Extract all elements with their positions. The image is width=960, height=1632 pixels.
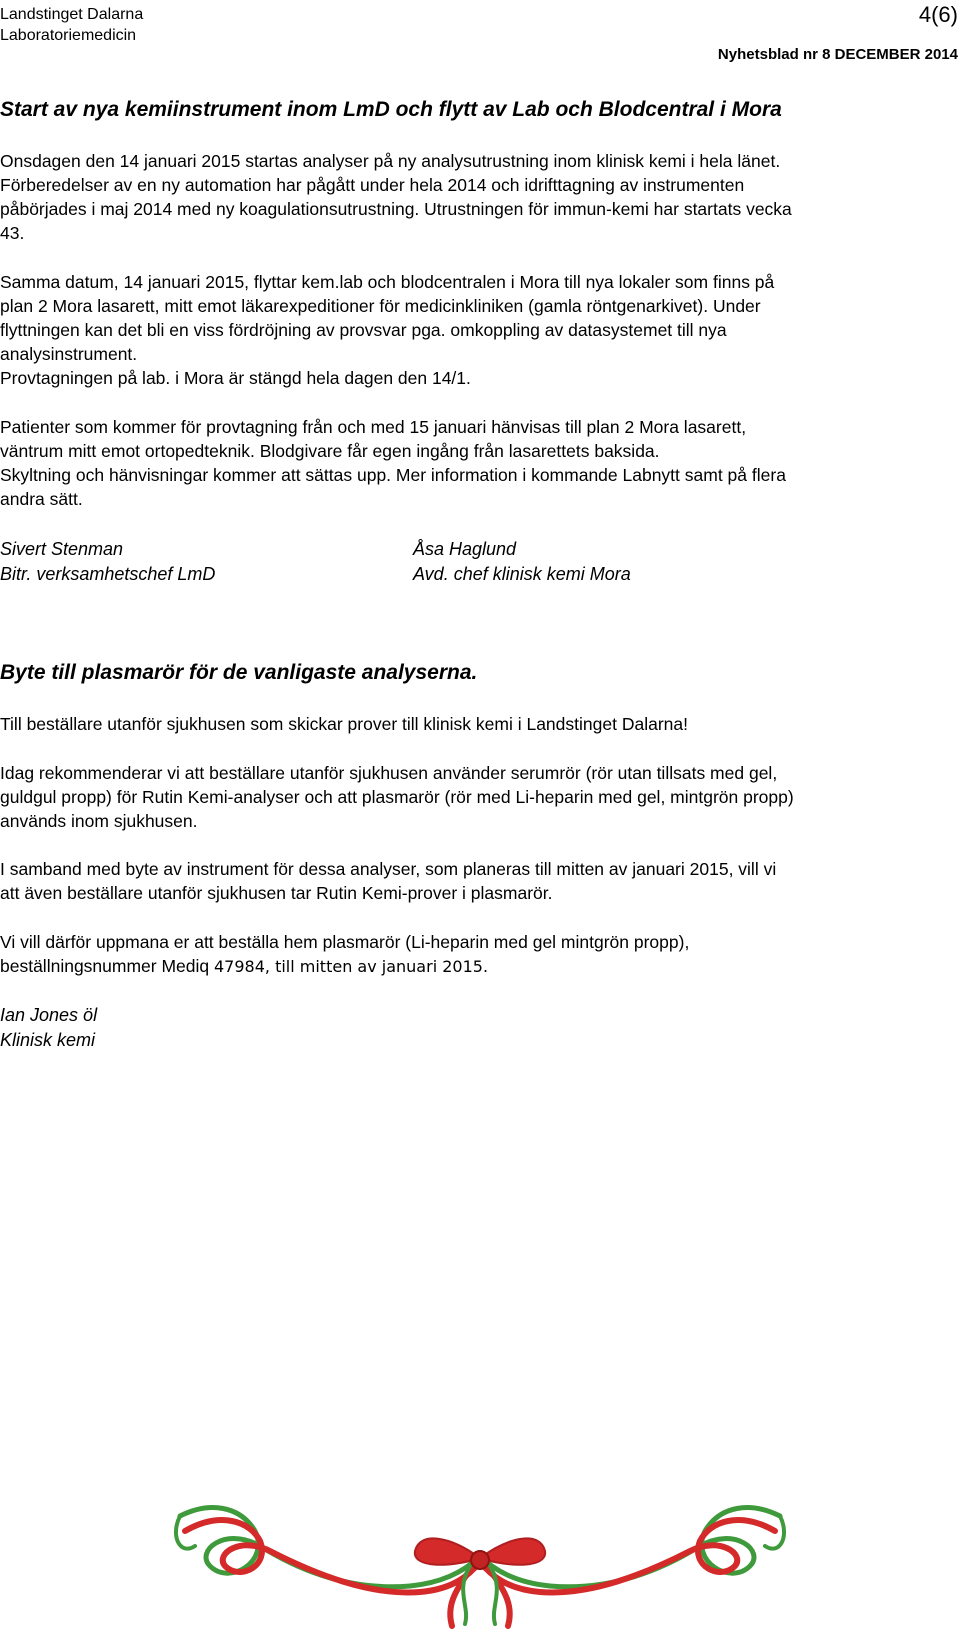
text-line: Förberedelser av en ny automation har pågått under hela 2014 och idrifttagning av instrumenten (0, 175, 745, 195)
text-line: påbörjades i maj 2014 med ny koagulationsutrustning. Utrustningen för immun-kemi har startats vecka (0, 199, 792, 219)
text-line: Onsdagen den 14 januari 2015 startas analyser på ny analysutrustning inom klinisk kemi i hela länet. (0, 151, 781, 171)
signature-name: Åsa Haglund (413, 539, 517, 559)
bow-knot (471, 1551, 489, 1569)
order-number-tail: 47984, till mitten av januari 2015. (214, 957, 489, 976)
order-number-prefix: beställningsnummer Mediq (0, 956, 214, 976)
section1-paragraph-1 (0, 149, 960, 245)
text-line: används inom sjukhusen. (0, 811, 198, 831)
text-line: Vi vill därför uppmana er att beställa hem plasmarör (Li-heparin med gel mintgrön propp), (0, 932, 690, 952)
text-line: Skyltning och hänvisningar kommer att sättas upp. Mer information i kommande Labnytt samt på flera (0, 465, 786, 485)
header-dept: Laboratoriemedicin (0, 27, 137, 44)
text-line: Provtagningen på lab. i Mora är stängd hela dagen den 14/1. (0, 368, 471, 388)
text-line: att även beställare utanför sjukhusen tar Rutin Kemi-prover i plasmarör. (0, 883, 553, 903)
header-org: Landstinget Dalarna (0, 6, 144, 23)
text-line: 43. (0, 223, 25, 243)
section2-paragraph-3 (0, 857, 960, 905)
text-line: plan 2 Mora lasarett, mitt emot läkarexpeditioner för medicinkliniken (gamla röntgenarkivet). Under (0, 296, 761, 316)
section2-paragraph-2 (0, 761, 960, 833)
text-line: väntrum mitt emot ortopedteknik. Blodgivare får egen ingång från lasarettets baksida. (0, 441, 660, 461)
christmas-garland-decoration (170, 1496, 790, 1632)
text-line: andra sätt. (0, 489, 83, 509)
text-line: Patienter som kommer för provtagning från och med 15 januari hänvisas till plan 2 Mora lasarett, (0, 417, 747, 437)
section1-paragraph-2 (0, 270, 960, 390)
section1-paragraph-3 (0, 415, 960, 511)
text-line: Samma datum, 14 januari 2015, flyttar kem.lab och blodcentralen i Mora till nya lokaler som finns på (0, 272, 775, 292)
text-line: guldgul propp) för Rutin Kemi-analyser och att plasmarör (rör med Li-heparin med gel, mintgrön propp) (0, 787, 794, 807)
section2-paragraph-1 (0, 712, 960, 736)
garland-green-ribbon (180, 1508, 780, 1587)
signature-name: Ian Jones öl (0, 1005, 98, 1025)
text-line (0, 954, 960, 979)
signature-role: Avd. chef klinisk kemi Mora (413, 564, 631, 584)
section2-paragraph-4 (0, 930, 960, 979)
text-line: Till beställare utanför sjukhusen som skickar prover till klinisk kemi i Landstinget Dalarna! (0, 714, 688, 734)
newsletter-issue: Nyhetsblad nr 8 DECEMBER 2014 (717, 46, 958, 63)
text-line: analysinstrument. (0, 344, 138, 364)
page-number: 4(6) (918, 2, 958, 27)
section1-title: Start av nya kemiinstrument inom LmD och flytt av Lab och Blodcentral i Mora (0, 98, 782, 121)
signature-role: Bitr. verksamhetschef LmD (0, 564, 216, 584)
signature-role: Klinisk kemi (0, 1030, 96, 1050)
text-line: Idag rekommenderar vi att beställare utanför sjukhusen använder serumrör (rör utan tillsats med gel, (0, 763, 778, 783)
text-line: I samband med byte av instrument för dessa analyser, som planeras till mitten av januari 2015, vill vi (0, 859, 777, 879)
section2-title: Byte till plasmarör för de vanligaste analyserna. (0, 661, 478, 684)
signature-name: Sivert Stenman (0, 539, 124, 559)
text-line: flyttningen kan det bli en viss fördröjning av provsvar pga. omkoppling av datasystemet till nya (0, 320, 727, 340)
